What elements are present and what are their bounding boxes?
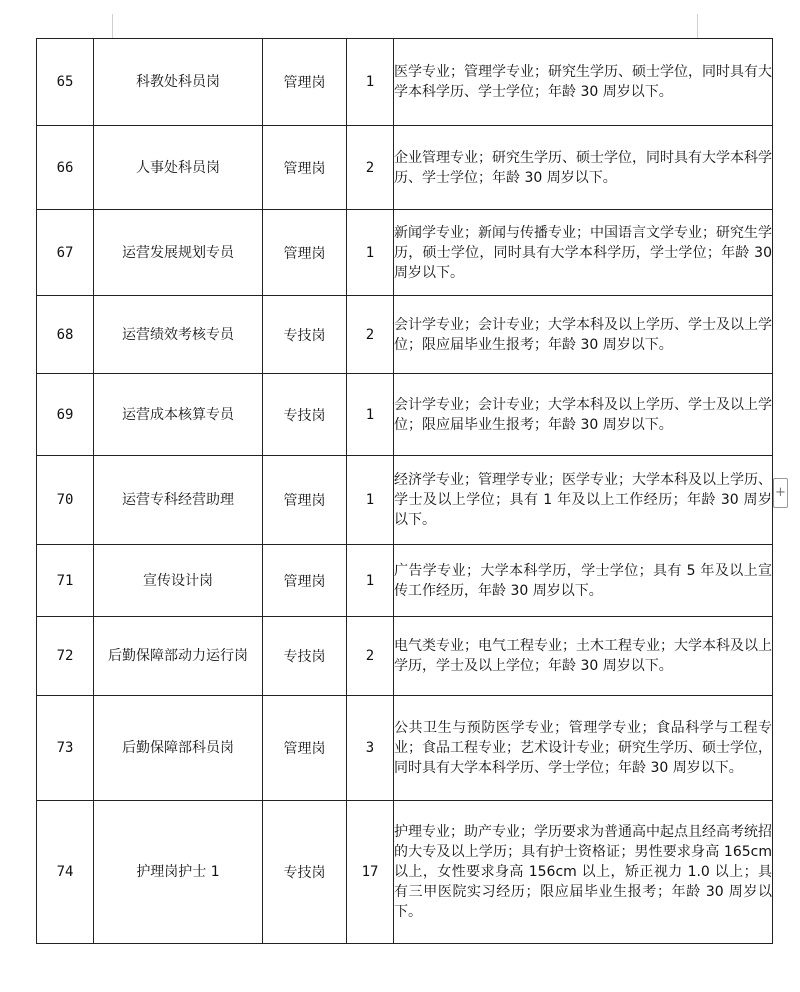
table-row <box>37 126 773 210</box>
row-number: 65 <box>37 39 94 126</box>
position-name: 宣传设计岗 <box>94 545 263 617</box>
position-type: 专技岗 <box>263 801 347 944</box>
position-type: 专技岗 <box>263 296 347 374</box>
table-row <box>37 296 773 374</box>
position-name: 后勤保障部科员岗 <box>94 696 263 801</box>
position-type: 管理岗 <box>263 39 347 126</box>
requirements-text: 电气类专业；电气工程专业；土木工程专业；大学本科及以上学历，学士及以上学位；年龄 30 周岁以下。 <box>394 617 773 696</box>
position-type: 专技岗 <box>263 374 347 456</box>
table-row <box>37 456 773 545</box>
page-margin-mark-right <box>697 14 698 38</box>
requirements-text: 企业管理专业；研究生学历、硕士学位，同时具有大学本科学历、学士学位；年龄 30 周岁以下。 <box>394 126 773 210</box>
plus-icon: + <box>775 485 786 500</box>
hire-count: 2 <box>347 126 394 210</box>
requirements-text: 广告学专业；大学本科学历，学士学位；具有 5 年及以上宣传工作经历，年龄 30 周岁以下。 <box>394 545 773 617</box>
position-name: 运营专科经营助理 <box>94 456 263 545</box>
requirements-text: 会计学专业；会计专业；大学本科及以上学历、学士及以上学位；限应届毕业生报考；年龄 30 周岁以下。 <box>394 296 773 374</box>
table-row <box>37 374 773 456</box>
row-number: 72 <box>37 617 94 696</box>
position-name: 人事处科员岗 <box>94 126 263 210</box>
table-row <box>37 801 773 944</box>
requirements-text: 会计学专业；会计专业；大学本科及以上学历、学士及以上学位；限应届毕业生报考；年龄 30 周岁以下。 <box>394 374 773 456</box>
hire-count: 1 <box>347 210 394 296</box>
hire-count: 1 <box>347 39 394 126</box>
hire-count: 3 <box>347 696 394 801</box>
requirements-text: 护理专业；助产专业；学历要求为普通高中起点且经高考统招的大专及以上学历；具有护士资格证；男性要求身高 165cm 以上，女性要求身高 156cm 以上，矫正视力 1.0 以上；具有三甲医院实习经历；限应届毕业生报考；年龄 30 周岁以下。 <box>394 801 773 944</box>
position-name: 运营成本核算专员 <box>94 374 263 456</box>
add-row-button[interactable] <box>773 478 788 508</box>
position-name: 护理岗护士 1 <box>94 801 263 944</box>
requirements-text: 医学专业；管理学专业；研究生学历、硕士学位，同时具有大学本科学历、学士学位；年龄 30 周岁以下。 <box>394 39 773 126</box>
position-type: 管理岗 <box>263 210 347 296</box>
hire-count: 1 <box>347 545 394 617</box>
hire-count: 2 <box>347 296 394 374</box>
table-row <box>37 39 773 126</box>
position-type: 管理岗 <box>263 456 347 545</box>
row-number: 70 <box>37 456 94 545</box>
requirements-text: 新闻学专业；新闻与传播专业；中国语言文学专业；研究生学历，硕士学位，同时具有大学本科学历，学士学位；年龄 30 周岁以下。 <box>394 210 773 296</box>
row-number: 67 <box>37 210 94 296</box>
position-name: 后勤保障部动力运行岗 <box>94 617 263 696</box>
row-number: 68 <box>37 296 94 374</box>
hire-count: 1 <box>347 456 394 545</box>
table-row <box>37 696 773 801</box>
hire-count: 2 <box>347 617 394 696</box>
position-type: 管理岗 <box>263 696 347 801</box>
job-requirements-table <box>36 38 773 944</box>
page-margin-mark-left <box>112 14 113 38</box>
position-name: 科教处科员岗 <box>94 39 263 126</box>
requirements-text: 经济学专业；管理学专业；医学专业；大学本科及以上学历、学士及以上学位；具有 1 年及以上工作经历；年龄 30 周岁以下。 <box>394 456 773 545</box>
row-number: 73 <box>37 696 94 801</box>
position-type: 专技岗 <box>263 617 347 696</box>
row-number: 69 <box>37 374 94 456</box>
position-name: 运营发展规划专员 <box>94 210 263 296</box>
row-number: 74 <box>37 801 94 944</box>
row-number: 71 <box>37 545 94 617</box>
position-type: 管理岗 <box>263 126 347 210</box>
hire-count: 1 <box>347 374 394 456</box>
table-row <box>37 210 773 296</box>
table-row <box>37 617 773 696</box>
table-row <box>37 545 773 617</box>
position-name: 运营绩效考核专员 <box>94 296 263 374</box>
position-type: 管理岗 <box>263 545 347 617</box>
row-number: 66 <box>37 126 94 210</box>
requirements-text: 公共卫生与预防医学专业；管理学专业；食品科学与工程专业；食品工程专业；艺术设计专业；研究生学历、硕士学位，同时具有大学本科学历、学士学位；年龄 30 周岁以下。 <box>394 696 773 801</box>
hire-count: 17 <box>347 801 394 944</box>
